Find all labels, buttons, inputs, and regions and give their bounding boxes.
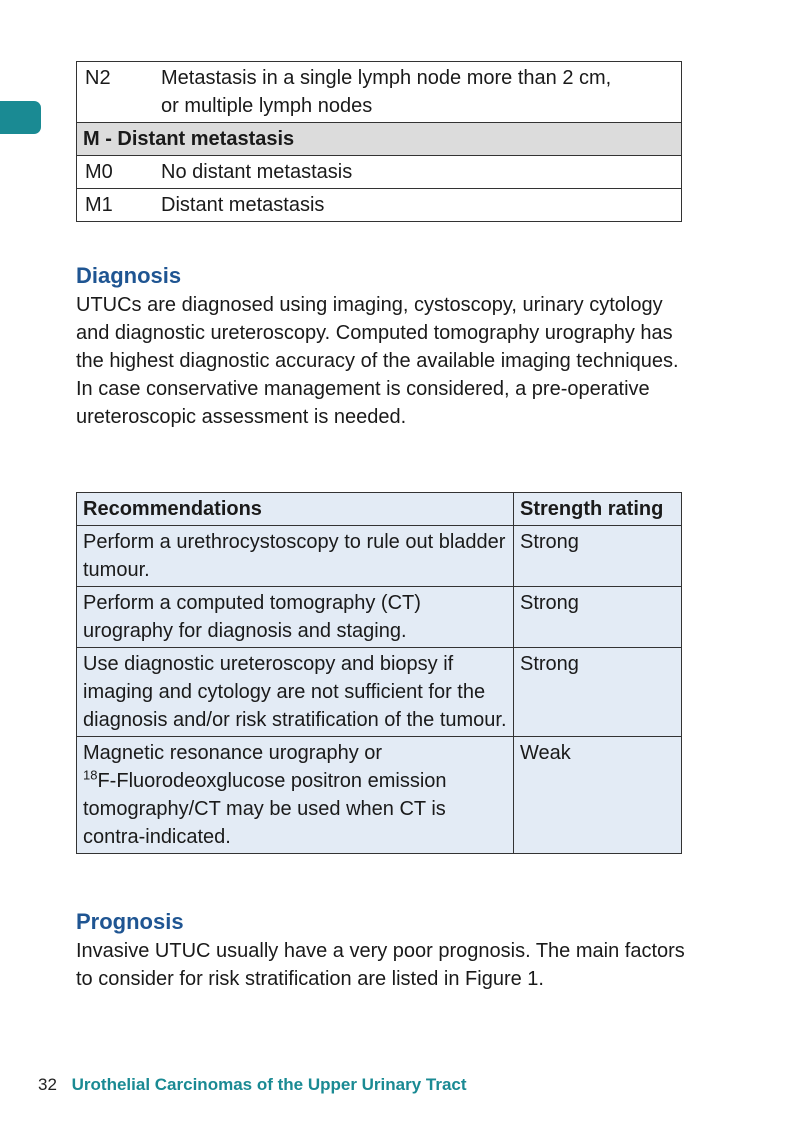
strength-rating: Strong <box>514 587 682 648</box>
table-header-row <box>77 493 682 526</box>
tnm-description <box>153 62 682 123</box>
strength-rating-column-header: Strength rating <box>514 493 682 526</box>
prognosis-paragraph: Invasive UTUC usually have a very poor prognosis. The main factors to consider for risk stratification are listed in Figure 1. <box>76 940 685 990</box>
tnm-classification-table <box>76 61 682 222</box>
recommendation-text-part: F-Fluorodeoxglucose positron emission tomography/CT may be used when CT is contra-indicated. <box>83 770 447 848</box>
tnm-code: N2 <box>77 62 154 123</box>
isotope-superscript: 18 <box>83 767 98 783</box>
table-row <box>77 737 682 854</box>
table-row <box>77 587 682 648</box>
diagnosis-paragraph: UTUCs are diagnosed using imaging, cystoscopy, urinary cytology and diagnostic ureteroscopy. Computed tomography urography has the highest diagnostic accuracy of the available imaging techniques. In case conservative management is considered, a pre-operative ureteroscopic assessment is needed. <box>76 294 679 428</box>
chapter-tab-marker <box>0 101 41 134</box>
strength-rating: Strong <box>514 526 682 587</box>
tnm-code: M0 <box>77 156 154 189</box>
tnm-description: No distant metastasis <box>153 156 682 189</box>
tnm-section-header: M - Distant metastasis <box>77 123 682 156</box>
prognosis-heading: Prognosis <box>76 909 184 934</box>
table-row <box>77 189 682 222</box>
tnm-code: M1 <box>77 189 154 222</box>
tnm-description-line: Metastasis in a single lymph node more than 2 cm, <box>161 67 612 89</box>
page-number: 32 <box>38 1075 57 1094</box>
page-footer <box>38 1075 467 1095</box>
diagnosis-heading: Diagnosis <box>76 263 182 288</box>
table-row <box>77 156 682 189</box>
recommendation-text-part: Magnetic resonance urography or <box>83 742 383 764</box>
table-section-row <box>77 123 682 156</box>
table-row <box>77 526 682 587</box>
recommendation-text: Perform a urethrocystoscopy to rule out bladder tumour. <box>77 526 514 587</box>
recommendations-table <box>76 492 682 854</box>
recommendations-column-header: Recommendations <box>77 493 514 526</box>
recommendation-text: Use diagnostic ureteroscopy and biopsy if imaging and cytology are not sufficient for the diagnosis and/or risk stratification of the tumour. <box>77 648 514 737</box>
tnm-description: Distant metastasis <box>153 189 682 222</box>
table-row <box>77 62 682 123</box>
strength-rating: Weak <box>514 737 682 854</box>
recommendation-text <box>77 737 514 854</box>
document-title: Urothelial Carcinomas of the Upper Urinary Tract <box>71 1075 467 1094</box>
tnm-description-line: or multiple lymph nodes <box>161 95 373 117</box>
strength-rating: Strong <box>514 648 682 737</box>
table-row <box>77 648 682 737</box>
recommendation-text: Perform a computed tomography (CT) urography for diagnosis and staging. <box>77 587 514 648</box>
